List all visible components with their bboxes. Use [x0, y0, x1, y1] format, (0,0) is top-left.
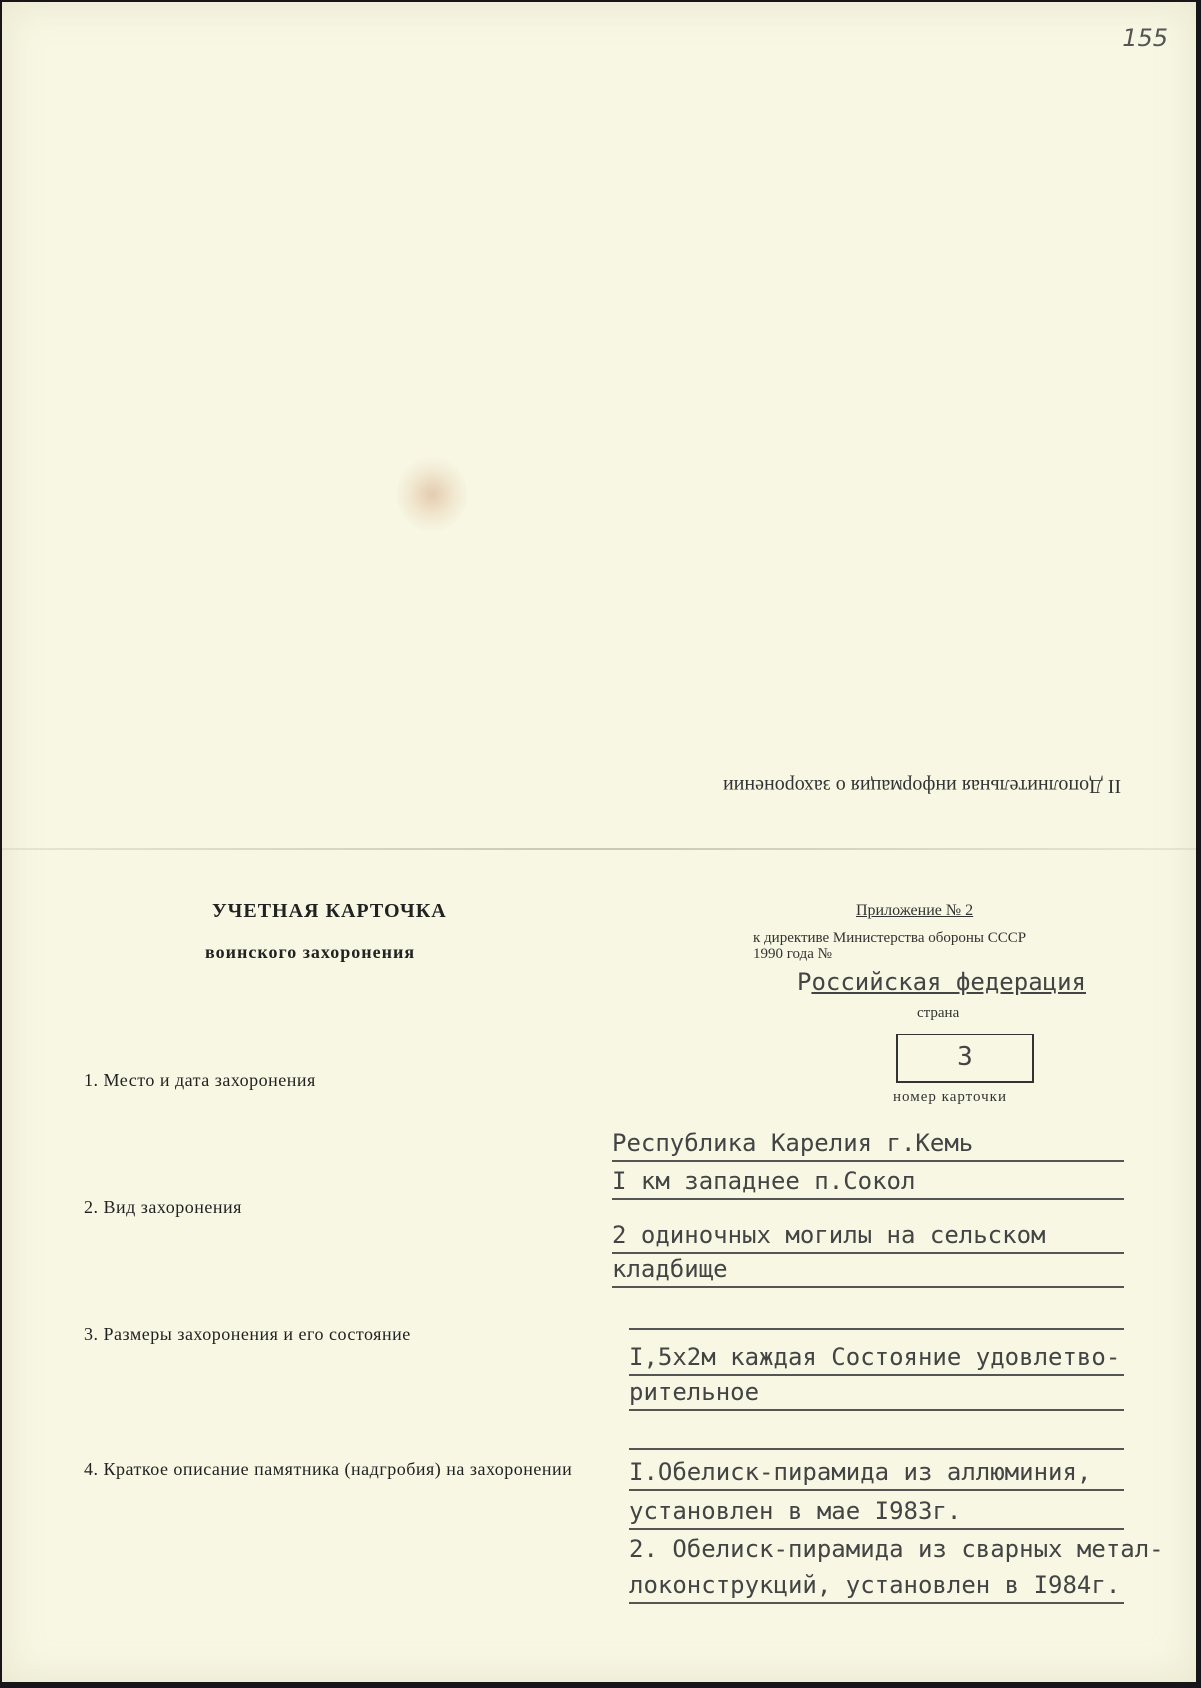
size-line-2: I,5х2м каждая Состояние удовлетво- [629, 1340, 1124, 1376]
paper-stain [397, 457, 467, 532]
type-label: 2. Вид захоронения [84, 1197, 242, 1217]
country-value [797, 968, 1086, 996]
directive-line-1: к директиве Министерства обороны СССР [753, 930, 1027, 946]
size-line-3: рительное [629, 1375, 1124, 1411]
directive-text [753, 930, 1026, 962]
place-line-2: I км западнее п.Сокол [612, 1164, 1124, 1200]
monument-line-4: 2. Обелиск-пирамида из сварных метал- [629, 1535, 1164, 1563]
country-rest: оссийская федерация [811, 968, 1086, 996]
monument-line-5: локонструкций, установлен в I984г. [629, 1568, 1124, 1604]
country-first-letter: Р [797, 968, 812, 996]
handwritten-number: 155 [1122, 24, 1168, 52]
country-caption: страна [917, 1005, 960, 1021]
size-line-1 [629, 1294, 1124, 1330]
card-number-caption: номер карточки [893, 1089, 1007, 1105]
monument-line-1 [629, 1414, 1124, 1450]
monument-line-2: I.Обелиск-пирамида из аллюминия, [629, 1455, 1124, 1491]
directive-line-2: 1990 года № [753, 946, 832, 962]
fold-line [2, 848, 1196, 850]
place-line-1: Республика Карелия г.Кемь [612, 1126, 1124, 1162]
appendix-label: Приложение № 2 [856, 902, 974, 919]
monument-line-3: установлен в мае I983г. [629, 1494, 1124, 1530]
upside-down-heading: II Дополнительная информация о захоронении [722, 775, 1121, 797]
monument-label: 4. Краткое описание памятника (надгробия) на захоронении [84, 1459, 573, 1479]
document-sheet [2, 2, 1196, 1682]
card-number-box [896, 1034, 1034, 1083]
type-line-2: кладбище [612, 1252, 1124, 1288]
size-label: 3. Размеры захоронения и его состояние [84, 1324, 411, 1344]
card-number: 3 [957, 1042, 973, 1072]
type-line-1: 2 одиночных могилы на сельском [612, 1218, 1124, 1254]
place-label: 1. Место и дата захоронения [84, 1070, 316, 1090]
card-title: УЧЕТНАЯ КАРТОЧКА [212, 900, 447, 922]
card-subtitle: воинского захоронения [205, 942, 416, 962]
